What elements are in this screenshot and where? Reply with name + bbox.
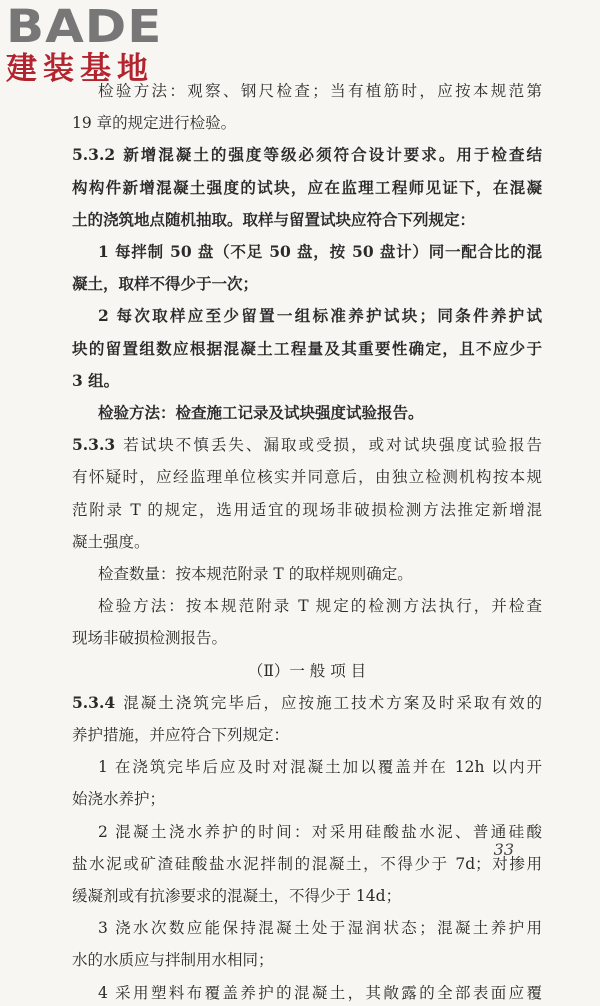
line-text: 缓凝剂或有抗渗要求的混凝土，不得少于 14d； <box>72 887 402 905</box>
line-text: 检验方法：观察、钢尺检查；当有植筋时，应按本规范第 <box>98 82 542 100</box>
logo-chinese-text: 建装基地 <box>6 51 154 87</box>
line-text: 土的浇筑地点随机抽取。取样与留置试块应符合下列规定： <box>72 209 476 229</box>
line-text: 1 在浇筑完毕后应及时对混凝土加以覆盖并在 12h 以内开 <box>98 758 542 777</box>
text-line <box>72 497 542 523</box>
text-line <box>72 851 542 877</box>
clause-number: 5.3.2 <box>72 145 116 165</box>
text-line <box>72 883 542 909</box>
line-text: 检验方法：按本规范附录 T 规定的检测方法执行，并检查 <box>98 597 542 616</box>
line-text: 3 组。 <box>72 370 120 390</box>
line-text: 有怀疑时，应经监理单位核实并同意后，由独立检测机构按本规 <box>72 468 542 487</box>
text-line <box>72 432 542 458</box>
logo-latin-text: BADE <box>6 0 163 53</box>
text-line <box>72 658 542 684</box>
line-text: 4 采用塑料布覆盖养护的混凝土，其敞露的全部表面应覆 <box>98 983 542 1002</box>
line-text: 2 混凝土浇水养护的时间：对采用硅酸盐水泥、普通硅酸 <box>98 822 542 841</box>
text-line <box>72 786 542 812</box>
text-line <box>98 915 542 941</box>
text-line <box>72 336 542 362</box>
text-line <box>98 239 542 265</box>
line-text: 3 浇水次数应能保持混凝土处于湿润状态；混凝土养护用 <box>98 919 542 938</box>
text-line <box>72 110 542 136</box>
line-text: 现场非破损检测报告。 <box>72 629 228 648</box>
text-line <box>98 593 542 619</box>
line-text: 养护措施，并应符合下列规定： <box>72 726 290 744</box>
line-text: 检查数量：按本规范附录 T 的取样规则确定。 <box>98 565 413 583</box>
clause-number: 5.3.3 <box>72 435 116 455</box>
line-text: （Ⅱ）一 般 项 目 <box>247 661 367 680</box>
text-line <box>72 464 542 490</box>
line-text: 新增混凝土的强度等级必须符合设计要求。用于检查结 <box>121 145 542 165</box>
line-text: 水的水质应与拌制用水相同； <box>72 951 274 970</box>
text-line <box>72 690 542 716</box>
line-text: 范附录 T 的规定，选用适宜的现场非破损检测方法推定新增混 <box>72 500 542 519</box>
clause-number: 5.3.4 <box>72 692 116 712</box>
line-text: 始浇水养护； <box>72 790 166 809</box>
text-line <box>72 368 542 394</box>
text-line <box>72 142 542 168</box>
line-text: 19 章的规定进行检验。 <box>72 114 237 133</box>
line-text: 混凝土浇筑完毕后，应按施工技术方案及时采取有效的 <box>121 693 542 712</box>
text-line <box>98 980 542 1006</box>
bade-logo <box>6 0 163 87</box>
text-line <box>72 722 542 748</box>
line-text: 凝土强度。 <box>72 532 150 551</box>
text-line <box>72 947 542 973</box>
text-line <box>72 529 542 555</box>
text-line <box>98 78 542 104</box>
text-line <box>98 819 542 845</box>
text-line <box>98 561 542 587</box>
line-text: 盐水泥或矿渣硅酸盐水泥拌制的混凝土，不得少于 7d；对掺用 <box>72 854 542 873</box>
text-line <box>72 625 542 651</box>
text-line <box>72 207 542 233</box>
line-text: 构构件新增混凝土强度的试块，应在监理工程师见证下，在混凝 <box>72 177 542 197</box>
text-line <box>72 271 542 297</box>
text-line <box>98 303 542 329</box>
line-text: 凝土，取样不得少于一次； <box>72 274 259 294</box>
page-number: 33 <box>493 840 514 859</box>
text-line <box>72 175 542 201</box>
text-line <box>98 400 542 426</box>
text-line <box>98 754 542 780</box>
line-text: 2 每次取样应至少留置一组标准养护试块；同条件养护试 <box>98 306 542 326</box>
line-text: 检验方法：检查施工记录及试块强度试验报告。 <box>98 403 424 422</box>
line-text: 块的留置组数应根据混凝土工程量及其重要性确定，且不应少于 <box>72 338 542 358</box>
line-text: 1 每拌制 50 盘（不足 50 盘，按 50 盘计）同一配合比的混 <box>98 242 542 261</box>
line-text: 若试块不慎丢失、漏取或受损，或对试块强度试验报告 <box>121 436 542 455</box>
